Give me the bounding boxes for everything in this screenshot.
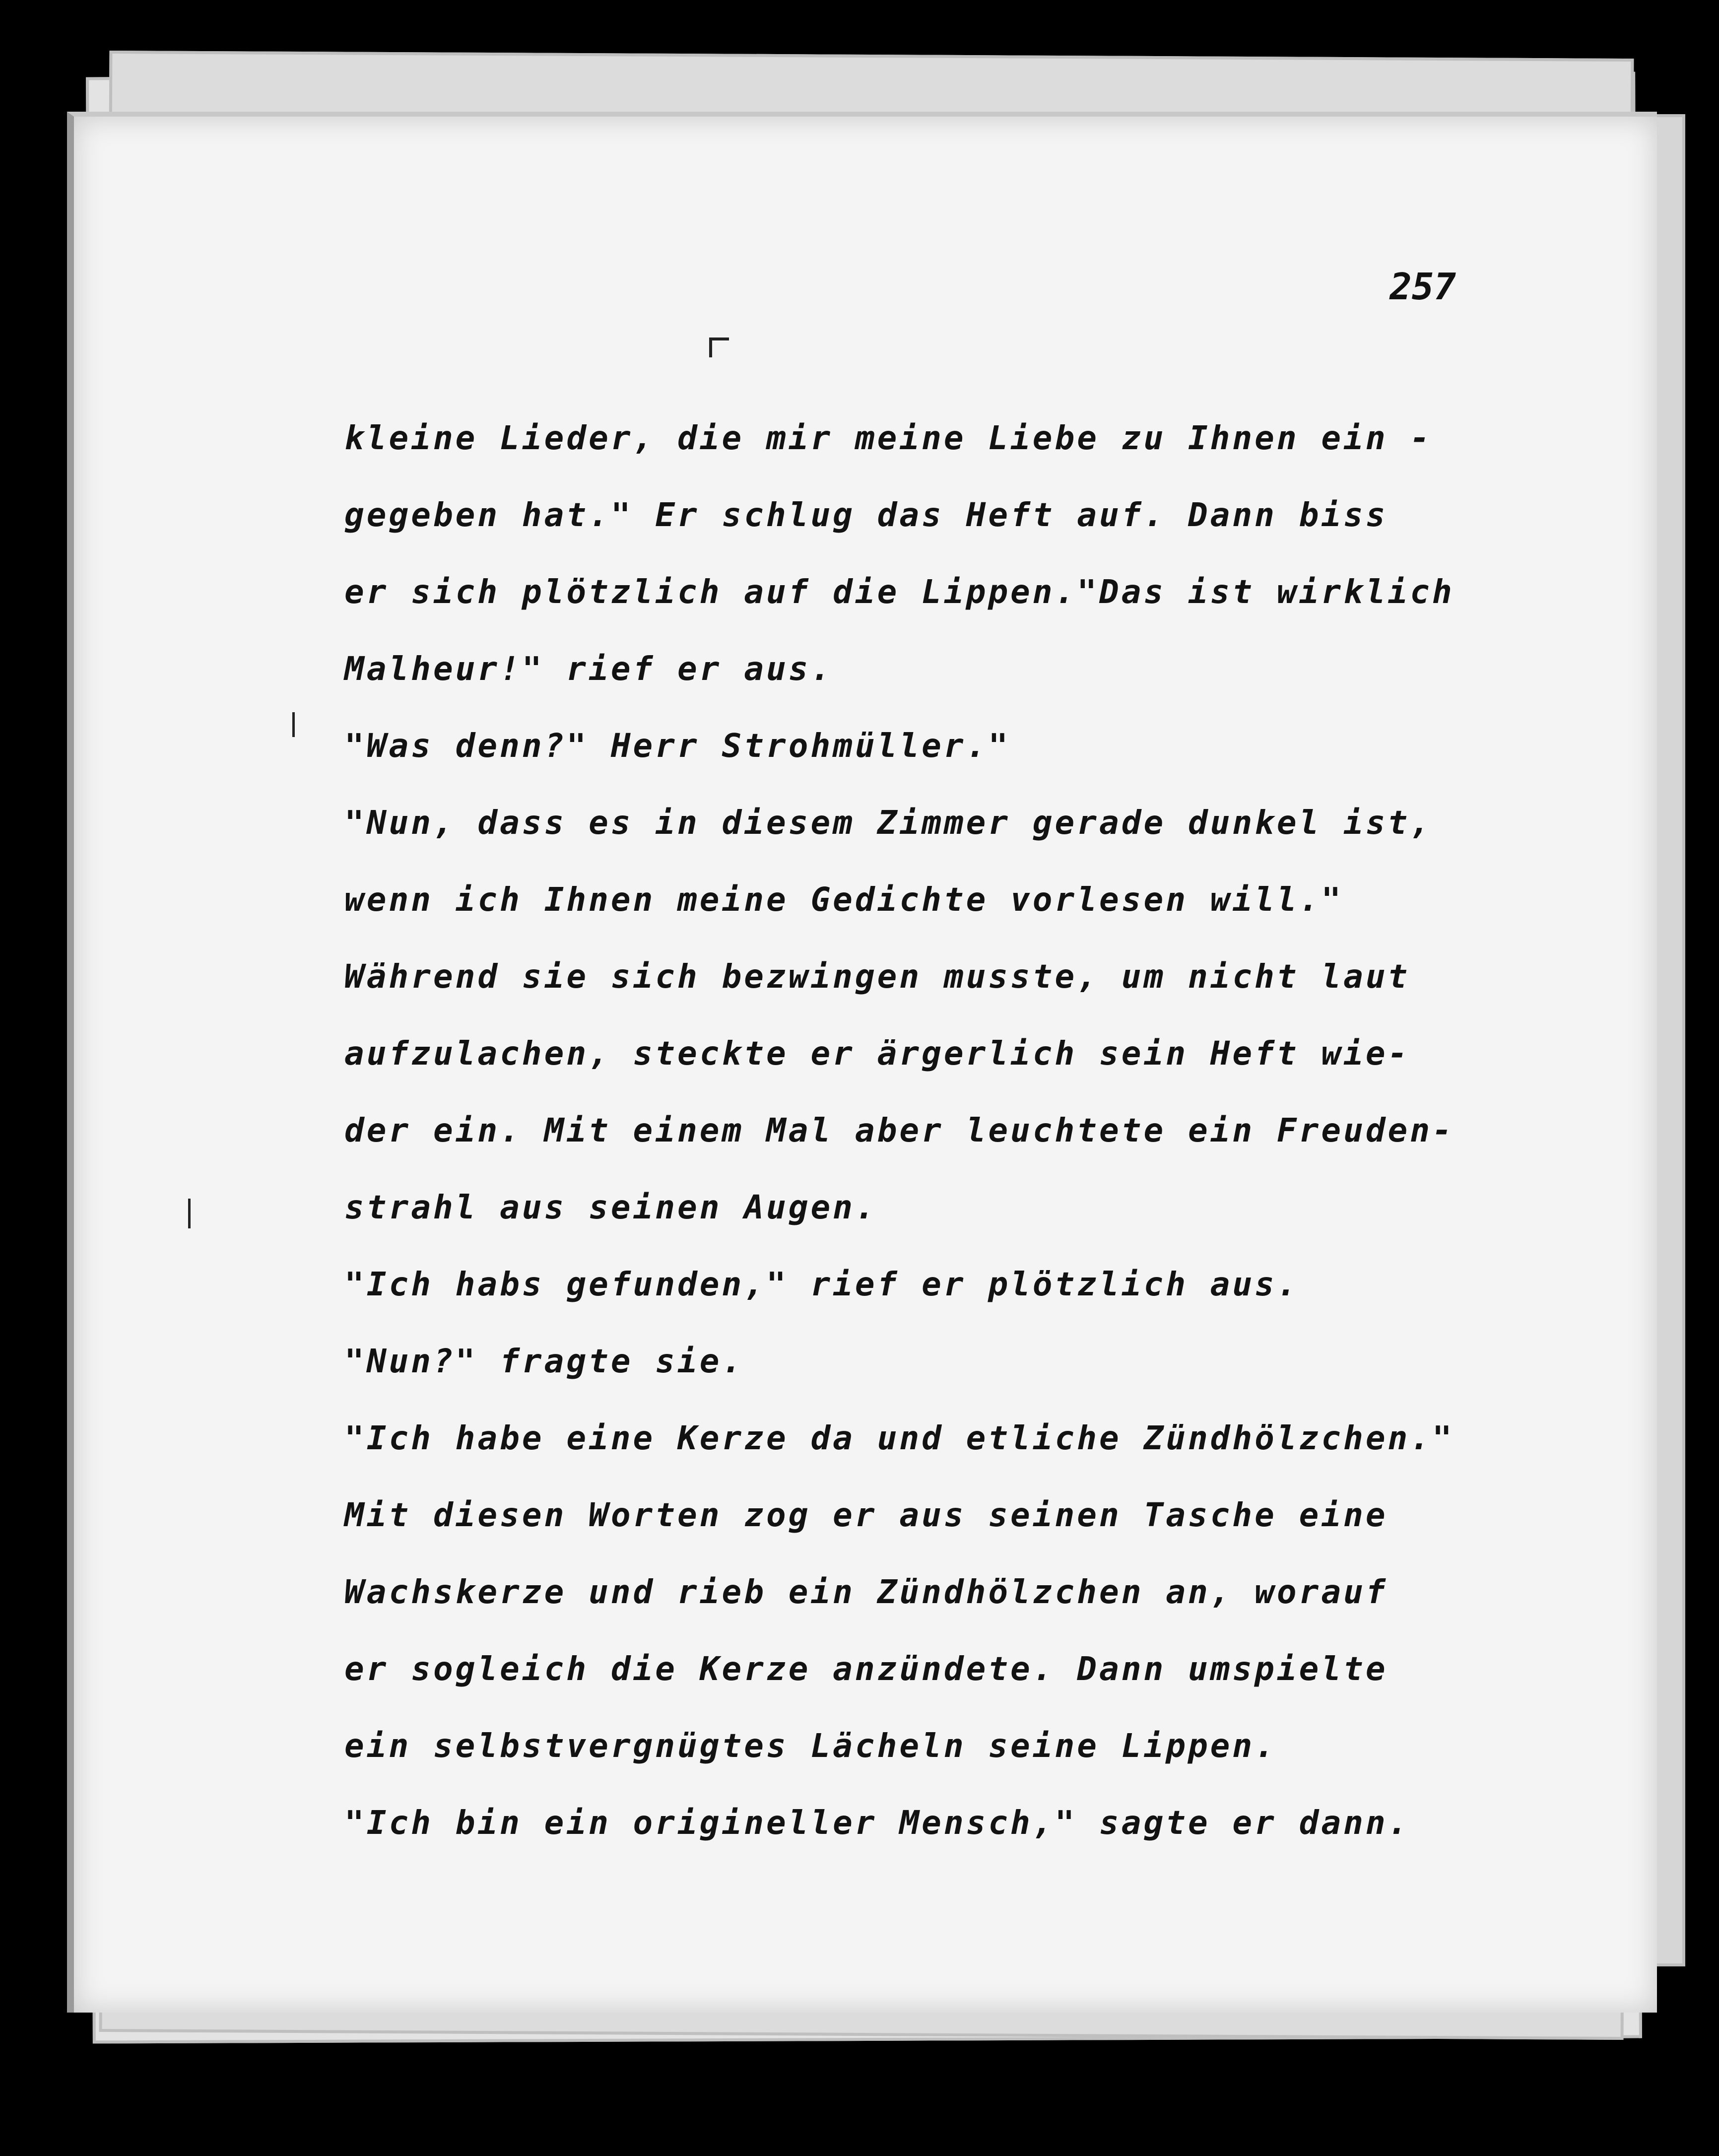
stray-mark	[709, 337, 729, 340]
text-line: Während sie sich bezwingen musste, um nicht laut	[344, 957, 1410, 996]
text-line: strahl aus seinen Augen.	[344, 1188, 877, 1226]
text-line: "Nun, dass es in diesem Zimmer gerade dunkel ist,	[344, 804, 1433, 842]
stray-mark	[709, 337, 712, 357]
page-number: 257	[1389, 266, 1456, 308]
text-line: ein selbstvergnügtes Lächeln seine Lippen.	[344, 1727, 1277, 1765]
text-line: kleine Lieder, die mir meine Liebe zu Ihnen ein -	[344, 419, 1433, 457]
text-line: Wachskerze und rieb ein Zündhölzchen an, worauf	[344, 1573, 1388, 1611]
body-text	[344, 400, 1615, 1861]
text-line: der ein. Mit einem Mal aber leuchtete ein Freuden-	[344, 1111, 1455, 1149]
text-line: "Nun?" fragte sie.	[344, 1342, 744, 1380]
text-line: aufzulachen, steckte er ärgerlich sein Heft wie-	[344, 1034, 1410, 1073]
typewritten-page	[67, 112, 1657, 2013]
text-line: gegeben hat." Er schlug das Heft auf. Dann biss	[344, 496, 1388, 534]
text-line: er sich plötzlich auf die Lippen."Das ist wirklich	[344, 573, 1455, 611]
text-line: Malheur!" rief er aus.	[344, 650, 833, 688]
text-line: "Ich habe eine Kerze da und etliche Zündhölzchen."	[344, 1419, 1455, 1457]
text-line: "Was denn?" Herr Strohmüller."	[344, 727, 1011, 765]
stray-mark	[188, 1199, 191, 1228]
text-line: Mit diesen Worten zog er aus seinen Tasche eine	[344, 1496, 1388, 1534]
stray-mark	[292, 712, 295, 737]
text-line: er sogleich die Kerze anzündete. Dann umspielte	[344, 1650, 1388, 1688]
text-line: "Ich bin ein origineller Mensch," sagte er dann.	[344, 1804, 1410, 1842]
text-line: "Ich habs gefunden," rief er plötzlich aus.	[344, 1265, 1299, 1303]
text-line: wenn ich Ihnen meine Gedichte vorlesen will."	[344, 880, 1344, 919]
